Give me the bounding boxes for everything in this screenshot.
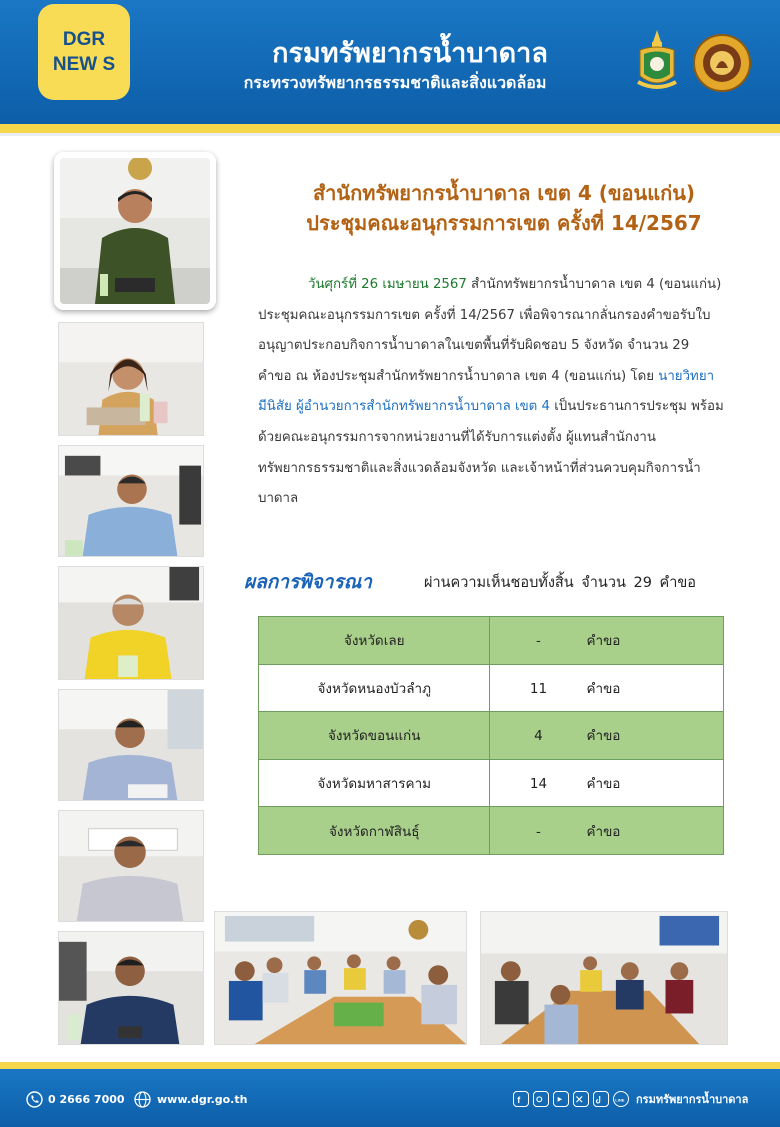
photo-attendee-2 [58, 445, 204, 557]
province-cell: จังหวัดมหาสารคาม [259, 759, 490, 807]
request-unit: คำขอ [586, 728, 621, 745]
table-row [259, 712, 724, 760]
footer-website[interactable]: www.dgr.go.th [157, 1093, 248, 1106]
photo-attendee-4 [58, 689, 204, 801]
table-row [259, 617, 724, 665]
province-cell: จังหวัดเลย [259, 617, 490, 665]
page-title: กรมทรัพยากรน้ำบาดาล [272, 38, 548, 69]
photo-attendee-6 [58, 931, 204, 1045]
request-count: - [536, 633, 541, 650]
tiktok-icon[interactable] [593, 1091, 609, 1107]
footer-stripe [0, 1062, 780, 1069]
globe-icon [134, 1091, 151, 1108]
table-row [259, 759, 724, 807]
province-cell: จังหวัดขอนแก่น [259, 712, 490, 760]
province-cell: จังหวัดกาฬสินธุ์ [259, 807, 490, 855]
page-subtitle: กระทรวงทรัพยากรธรรมชาติและสิ่งแวดล้อม [243, 73, 547, 92]
line-icon[interactable] [613, 1091, 629, 1107]
footer-phone[interactable]: 0 2666 7000 [48, 1093, 125, 1106]
footer-social-name[interactable]: กรมทรัพยากรน้ำบาดาล [636, 1093, 749, 1106]
photo-meeting-room-2 [480, 911, 728, 1045]
count-cell [490, 759, 724, 807]
svg-text:LINE: LINE [615, 1097, 625, 1103]
facebook-icon[interactable] [513, 1091, 529, 1107]
ministry-emblem-icon [632, 28, 682, 94]
phone-icon [26, 1091, 43, 1108]
dgr-news-badge: DGR NEW S [38, 4, 130, 100]
article-date: วันศุกร์ที่ 26 เมษายน 2567 [308, 277, 467, 292]
headline-line-1: สำนักทรัพยากรน้ำบาดาล เขต 4 (ขอนแก่น) [312, 181, 696, 205]
chairperson-name: นายวิทยา มีนิสัย ผู้อำนวยการสำนักทรัพยากรน้ำบาดาล เขต 4 [258, 368, 715, 415]
request-unit: คำขอ [586, 776, 621, 793]
photo-attendee-5 [58, 810, 204, 922]
request-count: 11 [529, 680, 548, 697]
svg-text:f: f [517, 1094, 521, 1105]
table-row [259, 664, 724, 712]
request-count: 4 [534, 728, 543, 745]
request-count: 14 [529, 776, 548, 793]
article-text-part-2: เป็นประธานการประชุม พร้อมด้วยคณะอนุกรรมการจากหน่วยงานที่ได้รับการแต่งตั้ง ผู้แทนสำนักงานทรัพยากรธรรมชาติและสิ่งแวดล้อมจังหวัด และเจ้าหน้าที่ส่วนควบคุมกิจการน้ำบาดาล [258, 399, 724, 507]
article-headline [244, 178, 764, 238]
request-count: - [536, 823, 541, 840]
count-cell [490, 617, 724, 665]
result-label: ผลการพิจารณา [244, 571, 372, 593]
table-row [259, 807, 724, 855]
result-summary: ผ่านความเห็นชอบทั้งสิ้น จำนวน 29 คำขอ [424, 575, 697, 591]
header-stripe-shadow [0, 133, 780, 136]
province-cell: จังหวัดหนองบัวลำภู [259, 664, 490, 712]
article-text-part-1: สำนักทรัพยากรน้ำบาดาล เขต 4 (ขอนแก่น) ประชุมคณะอนุกรรมการเขต ครั้งที่ 14/2567 เพื่อพิจารณากลั่นกรองคำขอรับใบอนุญาตประกอบกิจการน้ำบาดาลในเขตพื้นที่รับผิดชอบ 5 จังหวัด จำนวน 29 คำขอ ณ ห้องประชุมสำนักทรัพยากรน้ำบาดาล เขต 4 (ขอนแก่น) โดย [258, 277, 722, 384]
photo-meeting-room-1 [214, 911, 467, 1045]
header-stripe [0, 124, 780, 133]
request-unit: คำขอ [586, 633, 621, 650]
photo-attendee-1 [58, 322, 204, 436]
instagram-icon[interactable] [533, 1091, 549, 1107]
main-photo-director [54, 152, 216, 310]
youtube-icon[interactable] [553, 1091, 569, 1107]
dgr-seal-icon [692, 30, 752, 94]
photo-attendee-3 [58, 566, 204, 680]
x-icon[interactable] [573, 1091, 589, 1107]
request-unit: คำขอ [586, 823, 621, 840]
headline-line-2: ประชุมคณะอนุกรรมการเขต ครั้งที่ 14/2567 [306, 211, 702, 235]
approval-table [258, 616, 724, 855]
request-unit: คำขอ [586, 680, 621, 697]
count-cell [490, 712, 724, 760]
article-body [258, 270, 724, 515]
count-cell [490, 664, 724, 712]
count-cell [490, 807, 724, 855]
